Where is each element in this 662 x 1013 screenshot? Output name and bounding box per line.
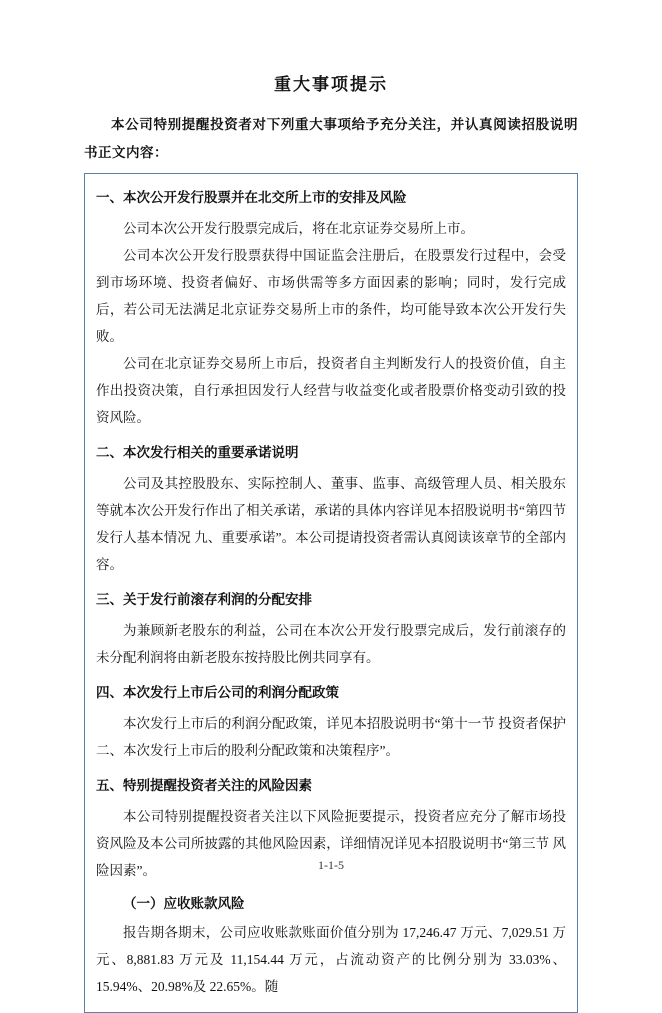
page-number: 1-1-5	[318, 858, 344, 872]
major-matters-box	[84, 173, 578, 1013]
section-1-paragraph-2: 公司本次公开发行股票获得中国证监会注册后，在股票发行过程中，会受到市场环境、投资者偏好、市场供需等多方面因素的影响；同时，发行完成后，若公司无法满足北京证券交易所上市的条件，均可能导致本次公开发行失败。	[96, 248, 566, 344]
section-2-heading: 二、本次发行相关的重要承诺说明	[96, 445, 299, 460]
section-1-paragraph-3: 公司在北京证券交易所上市后，投资者自主判断发行人的投资价值，自主作出投资决策，自行承担因发行人经营与收益变化或者股票价格变动引致的投资风险。	[96, 356, 566, 425]
section-2-paragraph-1: 公司及其控股股东、实际控制人、董事、监事、高级管理人员、相关股东等就本次公开发行作出了相关承诺，承诺的具体内容详见本招股说明书“第四节 发行人基本情况 九、重要承诺”。本公司提请投资者需认真阅读该章节的全部内容。	[96, 476, 566, 572]
page-title: 重大事项提示	[274, 75, 388, 94]
section-4-heading: 四、本次发行上市后公司的利润分配政策	[96, 685, 339, 700]
section-5-heading: 五、特别提醒投资者关注的风险因素	[96, 778, 312, 793]
intro-paragraph: 本公司特别提醒投资者对下列重大事项给予充分关注，并认真阅读招股说明书正文内容：	[84, 117, 578, 160]
section-5-sub-paragraph-1: 报告期各期末，公司应收账款账面价值分别为 17,246.47 万元、7,029.51 万元、8,881.83 万元及 11,154.44 万元，占流动资产的比例分别为 33.03%、15.94%、20.98%及 22.65%。随	[96, 925, 566, 994]
section-1-paragraph-1: 公司本次公开发行股票完成后，将在北京证券交易所上市。	[123, 221, 474, 236]
section-4-paragraph-1: 本次发行上市后的利润分配政策，详见本招股说明书“第十一节 投资者保护 二、本次发行上市后的股利分配政策和决策程序”。	[96, 716, 566, 758]
section-5-subheading-1: （一）应收账款风险	[123, 896, 245, 911]
section-3-paragraph-1: 为兼顾新老股东的利益，公司在本次公开发行股票完成后，发行前滚存的未分配利润将由新老股东按持股比例共同享有。	[96, 623, 566, 665]
section-3-heading: 三、关于发行前滚存利润的分配安排	[96, 592, 312, 607]
section-1-heading: 一、本次公开发行股票并在北交所上市的安排及风险	[96, 190, 407, 205]
section-5-paragraph-1: 本公司特别提醒投资者关注以下风险扼要提示，投资者应充分了解市场投资风险及本公司所披露的其他风险因素，详细情况详见本招股说明书“第三节 风险因素”。	[96, 809, 566, 878]
